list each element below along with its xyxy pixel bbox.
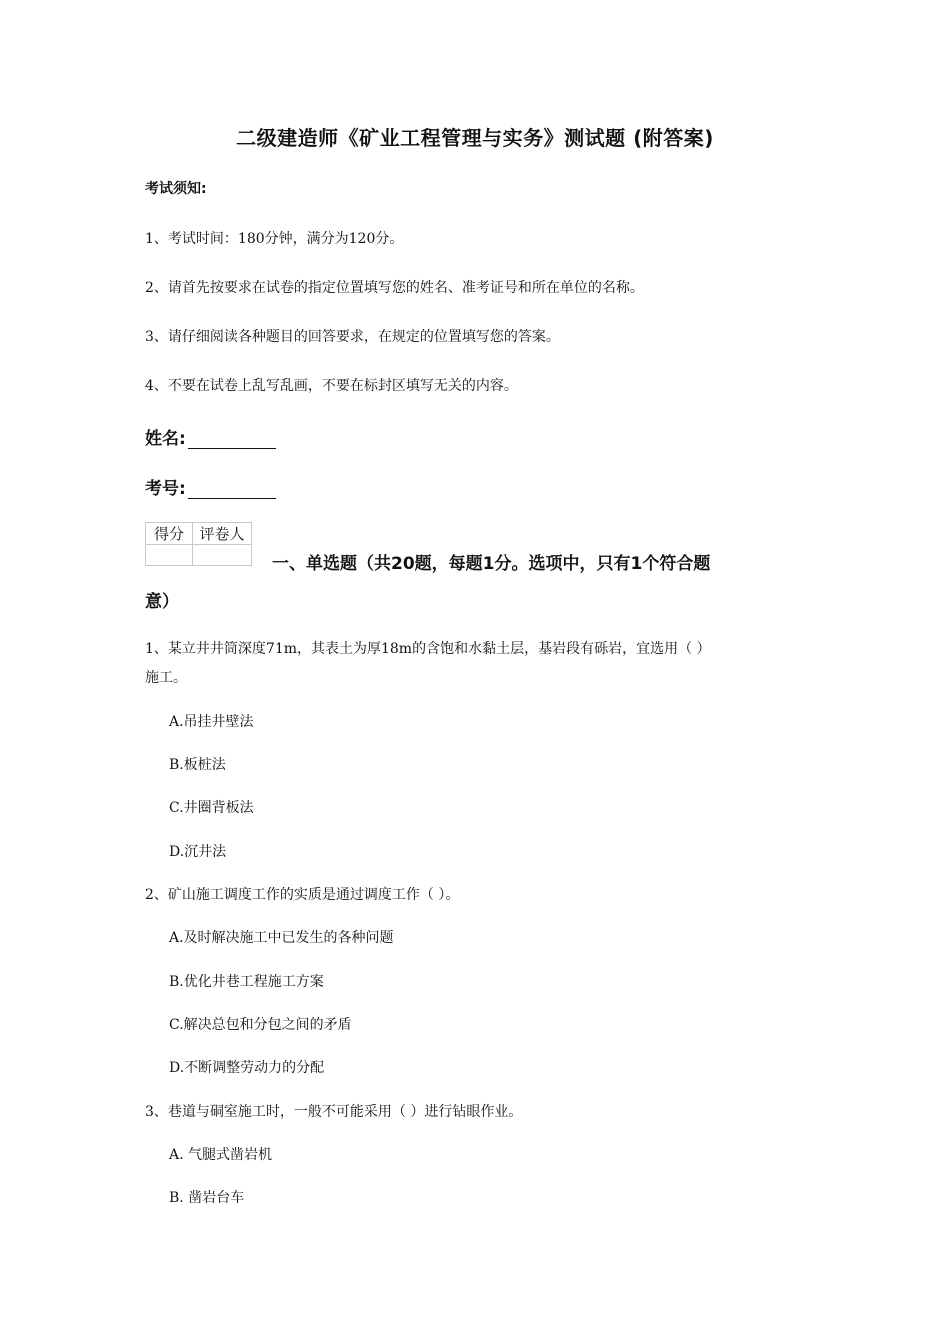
score-header: 得分: [146, 523, 193, 545]
notice-item: 4、不要在试卷上乱写乱画，不要在标封区填写无关的内容。: [145, 378, 518, 394]
question-option: B.板桩法: [169, 757, 226, 773]
notice-heading: 考试须知:: [145, 181, 207, 197]
question-stem: 2、矿山施工调度工作的实质是通过调度工作（ ）。: [145, 887, 460, 903]
name-label: 姓名:: [145, 429, 186, 449]
name-field[interactable]: [145, 424, 276, 449]
section-heading-cont: 意）: [145, 592, 179, 612]
question-option: D.沉井法: [169, 844, 227, 860]
question-option: B. 凿岩台车: [169, 1190, 245, 1206]
question-option: D.不断调整劳动力的分配: [169, 1060, 325, 1076]
question-option: A.及时解决施工中已发生的各种问题: [169, 930, 394, 946]
id-field[interactable]: [145, 474, 276, 499]
grader-cell[interactable]: [193, 545, 252, 566]
section-heading: 一、单选题（共20题，每题1分。选项中，只有1个符合题: [272, 554, 711, 574]
name-blank-line[interactable]: [188, 430, 276, 449]
id-blank-line[interactable]: [188, 480, 276, 499]
notice-item: 3、请仔细阅读各种题目的回答要求，在规定的位置填写您的答案。: [145, 329, 560, 345]
question-option: A. 气腿式凿岩机: [169, 1147, 273, 1163]
question-stem-cont: 施工。: [145, 670, 187, 686]
question-option: C.井圈背板法: [169, 800, 254, 816]
notice-item: 2、请首先按要求在试卷的指定位置填写您的姓名、准考证号和所在单位的名称。: [145, 280, 644, 296]
notice-item: 1、考试时间：180分钟，满分为120分。: [145, 231, 404, 247]
score-table: [145, 522, 252, 566]
question-option: B.优化井巷工程施工方案: [169, 974, 324, 990]
score-cell[interactable]: [146, 545, 193, 566]
question-stem: 1、某立井井筒深度71m，其表土为厚18m的含饱和水黏土层，基岩段有砾岩，宜选用（ ）: [145, 641, 711, 657]
grader-header: 评卷人: [193, 523, 252, 545]
id-label: 考号:: [145, 479, 186, 499]
document-title: 二级建造师《矿业工程管理与实务》测试题 (附答案): [236, 126, 714, 150]
question-stem: 3、巷道与硐室施工时，一般不可能采用（ ）进行钻眼作业。: [145, 1104, 523, 1120]
question-option: C.解决总包和分包之间的矛盾: [169, 1017, 352, 1033]
question-option: A.吊挂井壁法: [169, 714, 254, 730]
